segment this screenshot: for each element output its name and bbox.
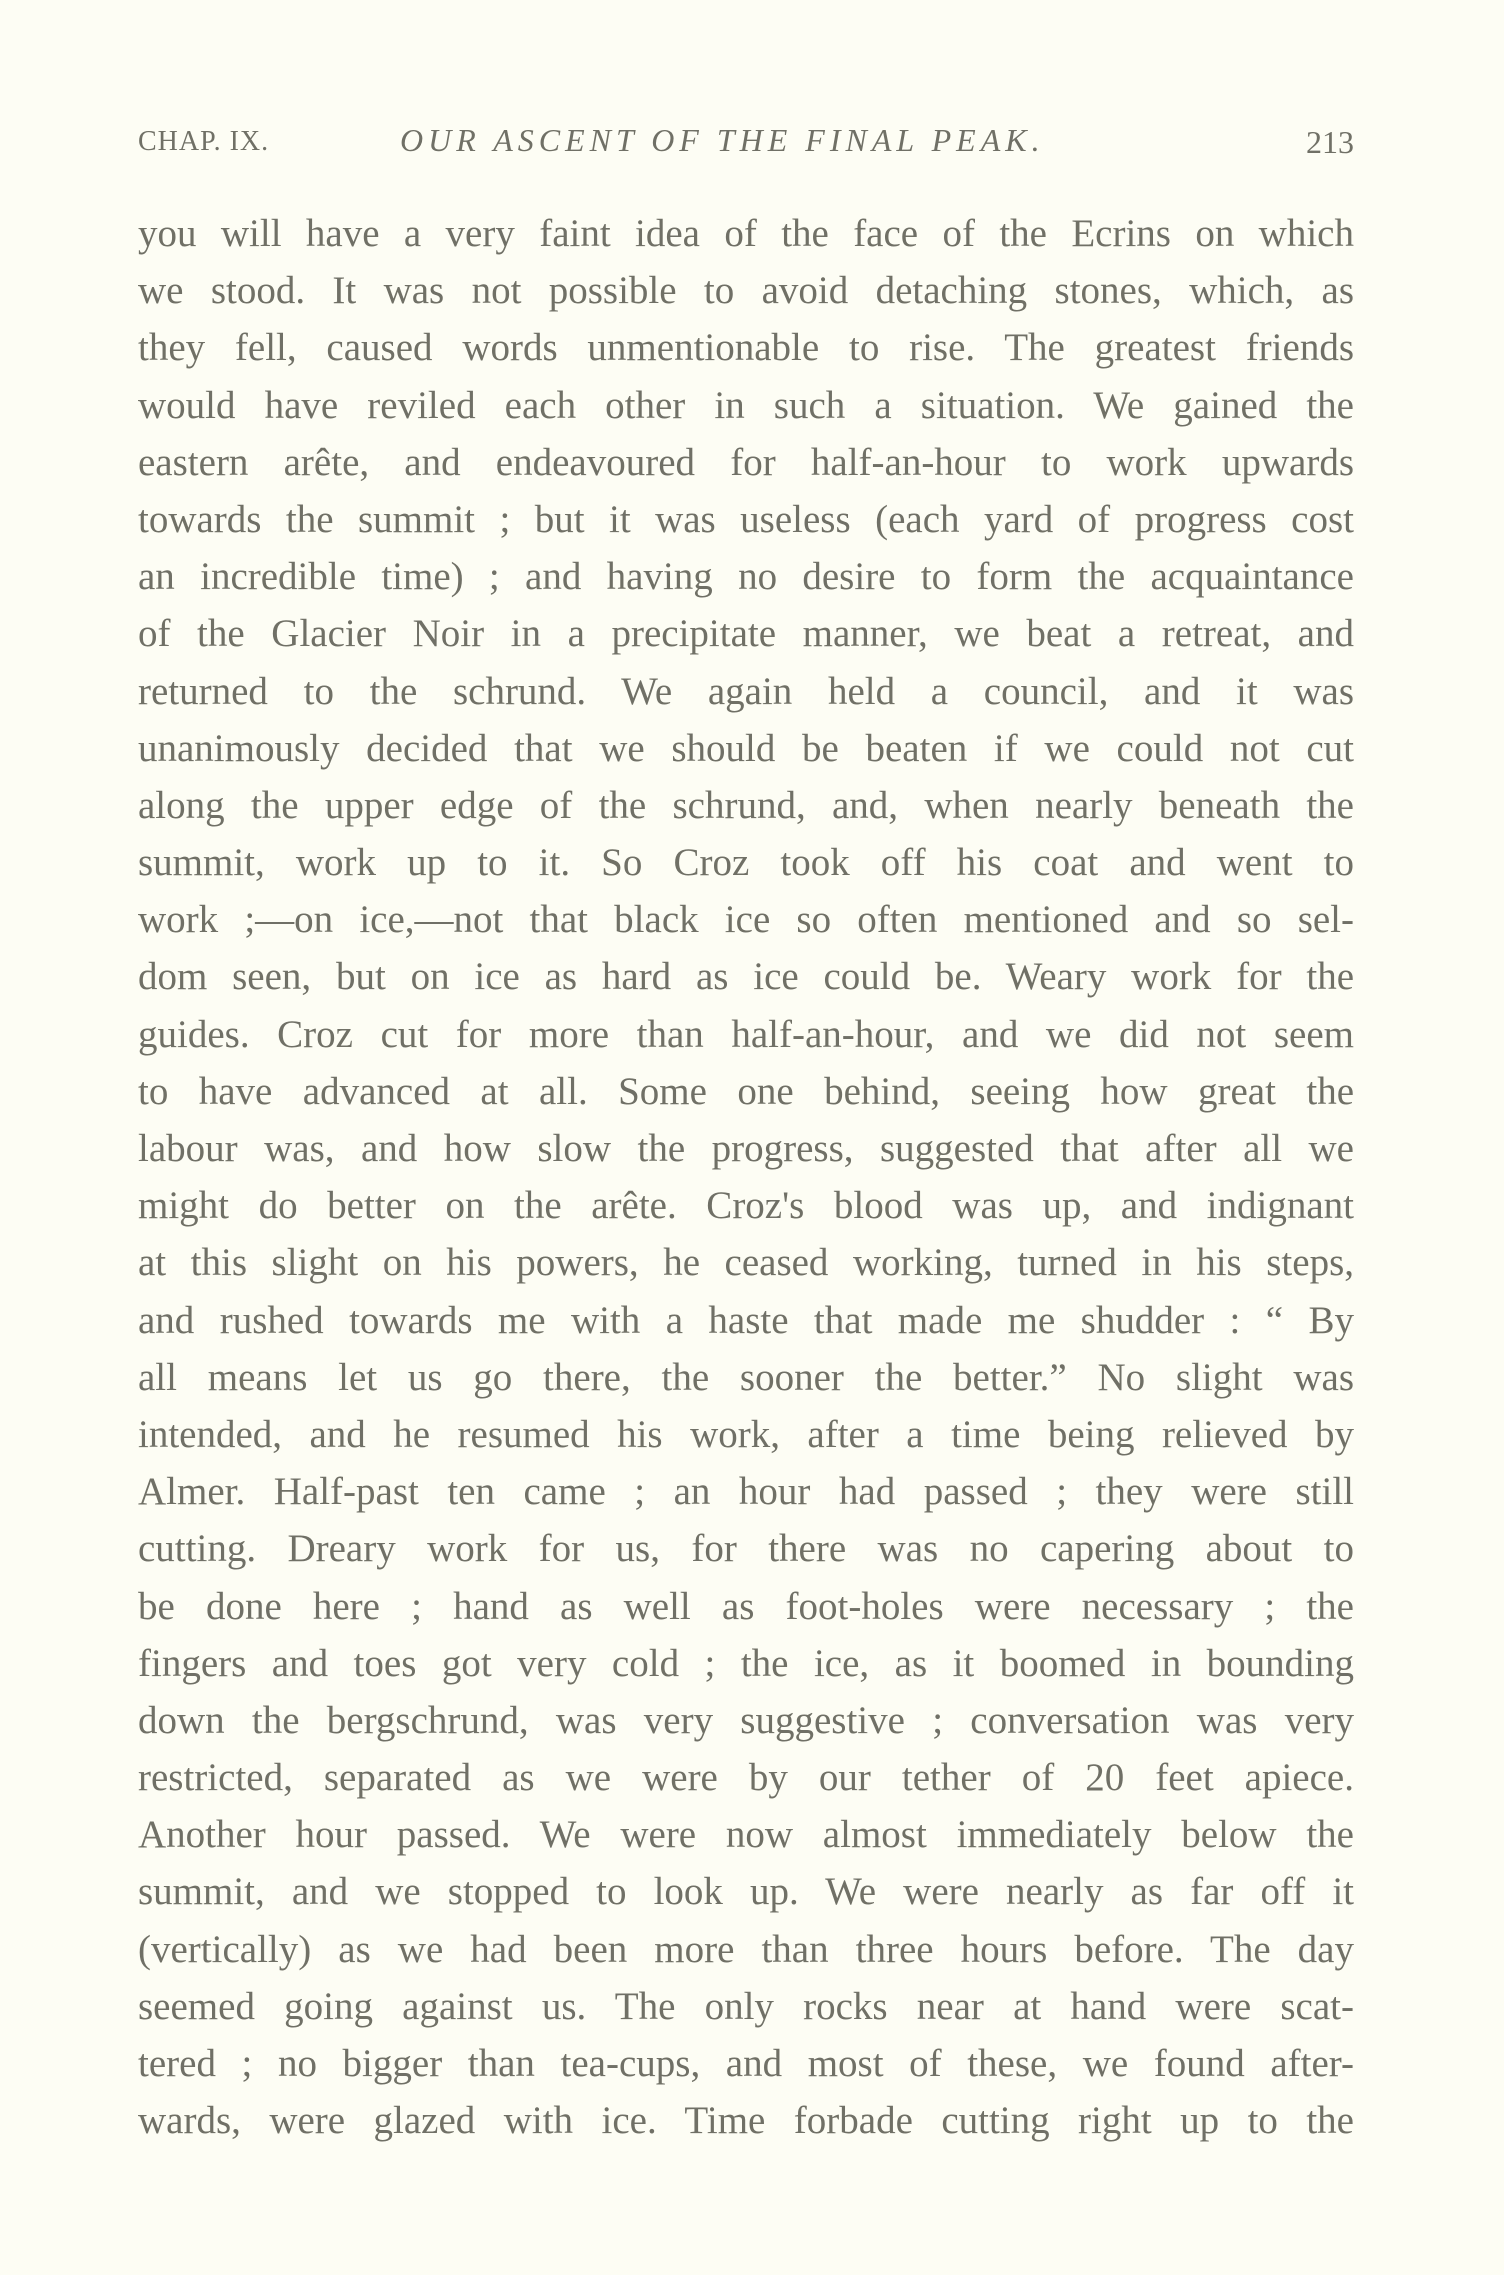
page-number: 213 — [1306, 124, 1354, 160]
text-line: you will have a very faint idea of the face of the Ecrins on which — [138, 212, 1354, 255]
text-line: would have reviled each other in such a situation. We gained the — [138, 383, 1354, 427]
running-title: OUR ASCENT OF THE FINAL PEAK. — [400, 122, 1045, 158]
text-line: intended, and he resumed his work, after a time being relieved by — [138, 1412, 1354, 1456]
text-line: seemed going against us. The only rocks near at hand were scat- — [138, 1984, 1354, 2028]
text-line: eastern arête, and endeavoured for half-an-hour to work upwards — [138, 440, 1354, 484]
text-line: we stood. It was not possible to avoid detaching stones, which, as — [138, 269, 1354, 313]
text-line: might do better on the arête. Croz's blood was up, and indignant — [138, 1184, 1354, 1228]
text-line: all means let us go there, the sooner the better.” No slight was — [138, 1355, 1354, 1399]
text-line: Another hour passed. We were now almost immediately below the — [138, 1813, 1354, 1857]
text-line: down the bergschrund, was very suggestive ; conversation was very — [138, 1698, 1354, 1742]
text-line: an incredible time) ; and having no desire to form the acquaintance — [138, 555, 1354, 599]
text-line: of the Glacier Noir in a precipitate manner, we beat a retreat, and — [138, 612, 1354, 656]
text-line: (vertically) as we had been more than three hours before. The day — [138, 1927, 1354, 1971]
text-line: Almer. Half-past ten came ; an hour had passed ; they were still — [138, 1470, 1354, 1514]
text-line: at this slight on his powers, he ceased working, turned in his steps, — [138, 1241, 1354, 1285]
text-line: returned to the schrund. We again held a council, and it was — [138, 669, 1354, 713]
text-line: cutting. Dreary work for us, for there was no capering about to — [138, 1527, 1354, 1571]
text-line: tered ; no bigger than tea-cups, and most of these, we found after- — [138, 2042, 1354, 2085]
text-line: labour was, and how slow the progress, suggested that after all we — [138, 1127, 1354, 1170]
text-line: and rushed towards me with a haste that made me shudder : “ By — [138, 1298, 1354, 1342]
text-line: be done here ; hand as well as foot-holes were necessary ; the — [138, 1584, 1354, 1628]
text-line: they fell, caused words unmentionable to rise. The greatest friends — [138, 326, 1354, 370]
chapter-label: CHAP. IX. — [138, 126, 270, 157]
text-line: unanimously decided that we should be beaten if we could not cut — [138, 726, 1354, 770]
text-line: dom seen, but on ice as hard as ice could be. Weary work for the — [138, 955, 1354, 999]
text-line: fingers and toes got very cold ; the ice, as it boomed in bounding — [138, 1641, 1354, 1685]
text-line: summit, work up to it. So Croz took off his coat and went to — [138, 841, 1354, 885]
body-text — [138, 205, 1354, 2149]
running-header — [138, 122, 1354, 162]
text-line: to have advanced at all. Some one behind, seeing how great the — [138, 1069, 1354, 1113]
text-line: guides. Croz cut for more than half-an-hour, and we did not seem — [138, 1012, 1354, 1056]
text-line: restricted, separated as we were by our tether of 20 feet apiece. — [138, 1756, 1354, 1800]
text-line: along the upper edge of the schrund, and, when nearly beneath the — [138, 783, 1354, 827]
text-line: work ;—on ice,—not that black ice so often mentioned and so sel- — [138, 898, 1354, 942]
text-line: wards, were glazed with ice. Time forbade cutting right up to the — [138, 2099, 1354, 2143]
text-line: towards the summit ; but it was useless (each yard of progress cost — [138, 497, 1354, 541]
text-line: summit, and we stopped to look up. We were nearly as far off it — [138, 1870, 1354, 1914]
